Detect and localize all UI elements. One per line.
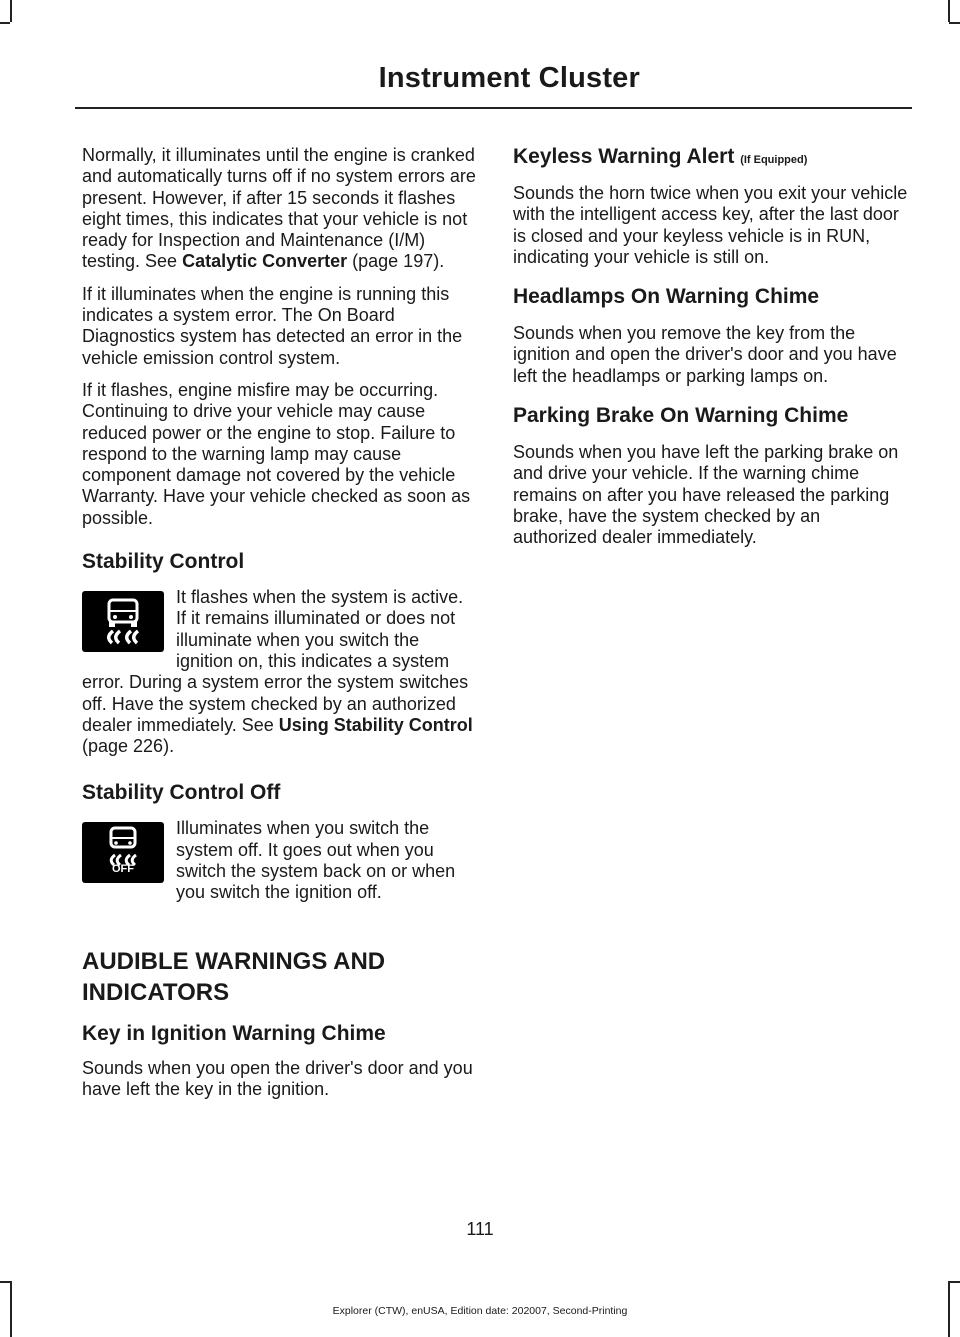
paragraph: Sounds when you have left the parking brake on and drive your vehicle. If the warning chime remains on after you have released the parking brake, have the system checked by an authorized dealer immediately. — [513, 442, 899, 548]
headlamps-heading: Headlamps On Warning Chime — [513, 285, 820, 309]
using-stability-control-link[interactable]: Using Stability Control — [278, 714, 473, 735]
stability-control-paragraph — [82, 587, 476, 757]
paragraph: If it flashes, engine misfire may be occurring. Continuing to drive your vehicle may cause reduced power or the engine to stop. Failure to respond to the warning lamp may cause component damage not covered by the vehicle Warranty. Have your vehicle checked as soon as possible. — [82, 379, 471, 528]
crop-mark — [10, 0, 12, 22]
page-number: 111 — [466, 1219, 494, 1239]
keyless-warning-heading — [513, 145, 908, 169]
stability-control-heading: Stability Control — [82, 550, 245, 574]
crop-mark — [0, 22, 10, 24]
paragraph: Sounds when you remove the key from the ignition and open the driver's door and you have left the headlamps or parking lamps on. — [513, 323, 897, 386]
heading-line: INDICATORS — [82, 978, 230, 1006]
stability-control-icon — [82, 591, 164, 652]
paragraph: If it illuminates when the engine is running this indicates a system error. The On Board Diagnostics system has detected an error in the vehicle emission control system. — [82, 283, 463, 368]
parking-brake-heading: Parking Brake On Warning Chime — [513, 404, 849, 428]
paragraph-text: It flashes when the system is active. If it remains illuminated or does not illuminate when you switch the ignition on, this indicates a system error. During a system error the system switches off. Have the system checked by an authorized dealer immediately. See — [82, 587, 469, 735]
edition-footer: Explorer (CTW), enUSA, Edition date: 202007, Second-Printing — [332, 1305, 628, 1317]
heading-text: Keyless Warning Alert — [513, 145, 735, 168]
page-title: Instrument Cluster — [378, 62, 640, 94]
left-column — [82, 145, 476, 1111]
key-in-ignition-heading: Key in Ignition Warning Chime — [82, 1021, 386, 1045]
crop-mark — [949, 22, 960, 24]
page-reference: (page 226). — [82, 736, 175, 757]
paragraph: Sounds when you open the driver's door and you have left the key in the ignition. — [82, 1057, 473, 1099]
paragraph: Sounds the horn twice when you exit your vehicle with the intelligent access key, after the last door is closed and your keyless vehicle is in RUN, indicating your vehicle is still on. — [513, 183, 908, 267]
stability-control-off-heading: Stability Control Off — [82, 781, 281, 805]
header-rule — [75, 107, 912, 109]
paragraph — [82, 145, 476, 273]
crop-mark — [0, 1281, 10, 1283]
heading-line: AUDIBLE WARNINGS AND — [82, 947, 386, 975]
audible-warnings-heading — [82, 946, 476, 1008]
crop-mark — [949, 1281, 960, 1283]
stability-control-off-icon — [82, 822, 164, 883]
off-label: OFF — [112, 863, 134, 876]
paragraph-text: Illuminates when you switch the system off. It goes out when you switch the system back on or when you switch the ignition off. — [176, 818, 456, 903]
stability-control-off-paragraph — [82, 818, 476, 903]
if-equipped-note: (If Equipped) — [740, 154, 808, 166]
catalytic-converter-link[interactable]: Catalytic Converter — [182, 251, 348, 272]
page-reference: (page 197). — [347, 251, 445, 272]
right-column — [513, 145, 908, 560]
paragraph-text: Normally, it illuminates until the engine is cranked and automatically turns off if no system errors are present. However, if after 15 seconds it flashes eight times, this indicates that your vehicle is not ready for Inspection and Maintenance (I/M) testing. See — [82, 145, 476, 272]
crop-mark — [948, 0, 950, 22]
